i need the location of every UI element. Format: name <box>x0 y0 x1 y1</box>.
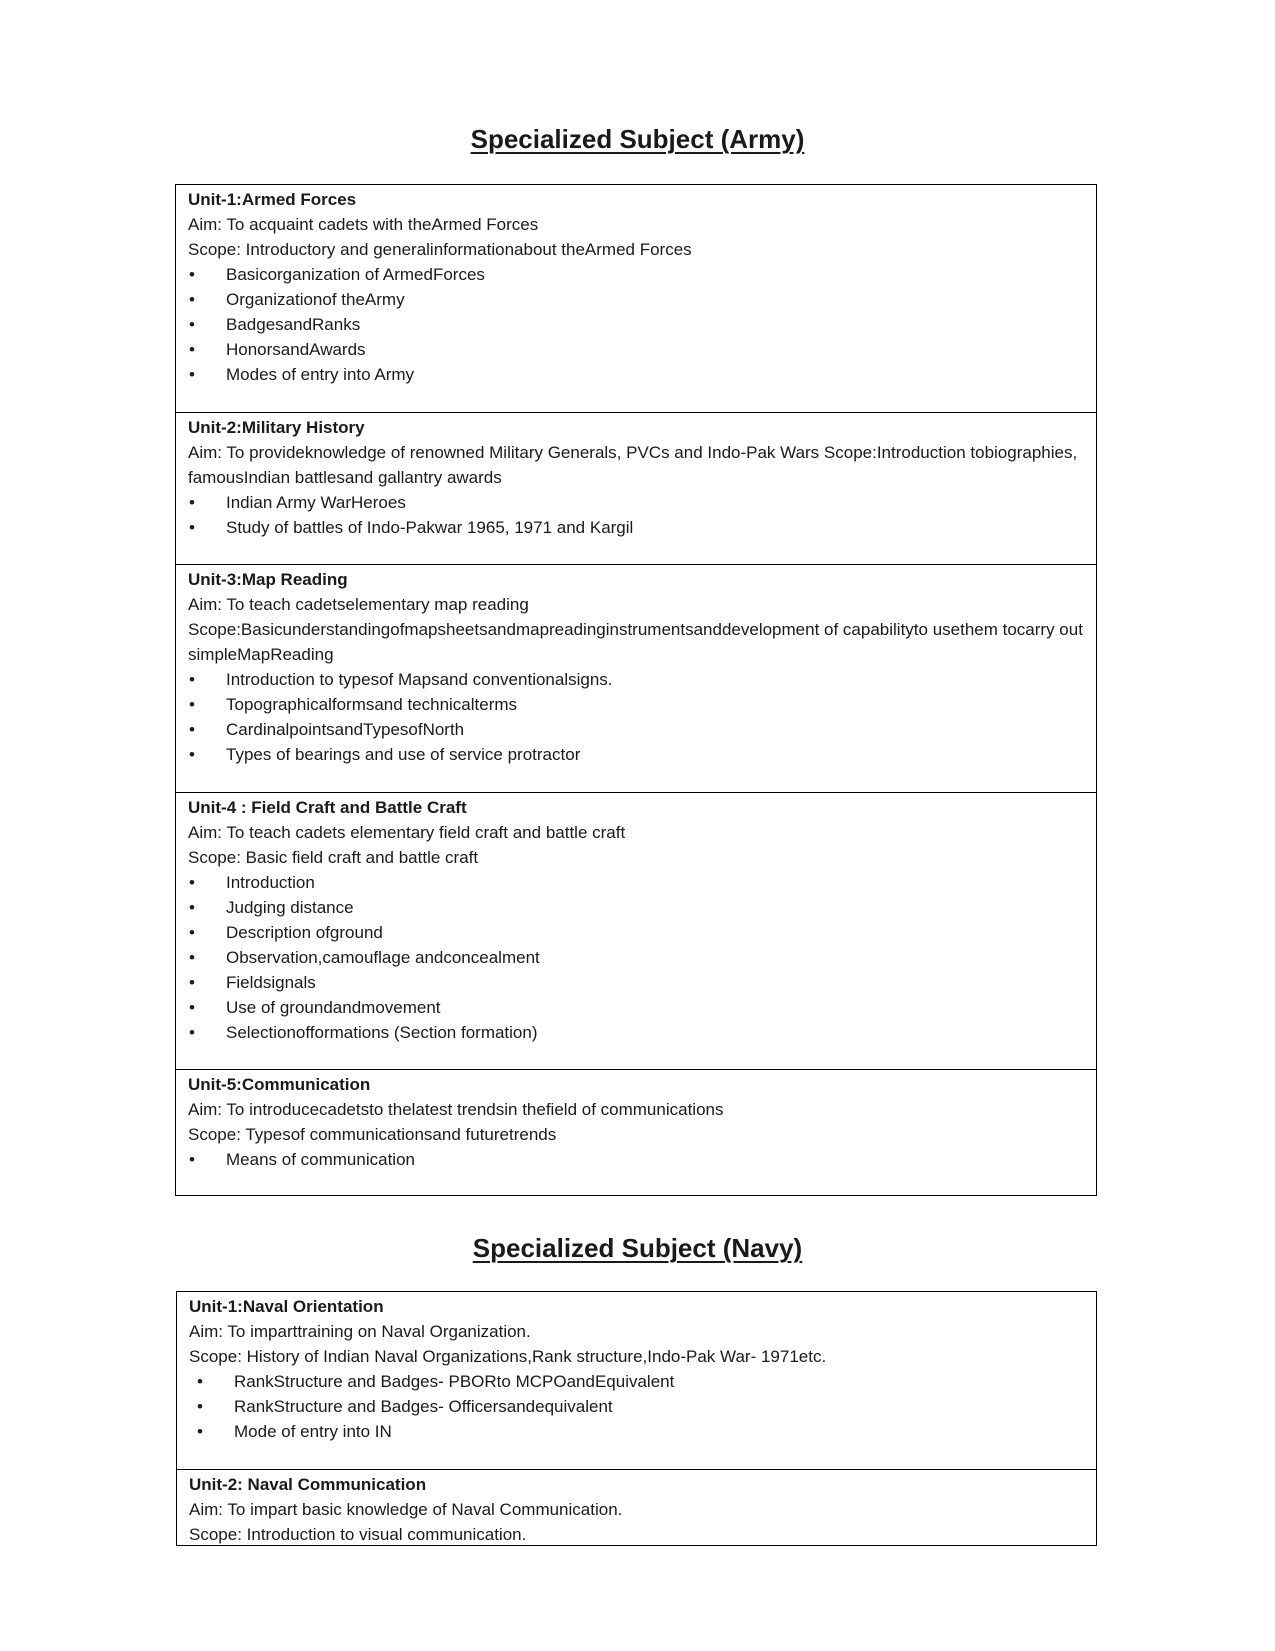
unit-aim: Aim: To imparttraining on Naval Organization. <box>189 1322 531 1341</box>
unit-topics <box>188 667 1084 767</box>
army-syllabus-table <box>175 184 1097 1196</box>
unit-scope: Scope: Introduction to visual communication. <box>189 1525 527 1544</box>
unit-scope: Scope: Introductory and generalinformationabout theArmed Forces <box>188 240 692 259</box>
topic-item: • RankStructure and Badges- Officersandequivalent <box>189 1394 1084 1419</box>
topic-item: • BadgesandRanks <box>188 312 1084 337</box>
army-unit-2 <box>176 412 1096 564</box>
navy-unit-1 <box>177 1292 1096 1469</box>
topic-item: • Basicorganization of ArmedForces <box>188 262 1084 287</box>
army-unit-4 <box>176 792 1096 1069</box>
navy-unit-2 <box>177 1469 1096 1544</box>
unit-aim: Aim: To impart basic knowledge of Naval Communication. <box>189 1500 623 1519</box>
unit-title: Unit-2:Military History <box>188 418 365 437</box>
unit-aim: Aim: To acquaint cadets with theArmed Forces <box>188 215 539 234</box>
unit-aim-scope: Aim: To provideknowledge of renowned Military Generals, PVCs and Indo-Pak Wars Scope:Introduction tobiographies, famousIndian battlesand gallantry awards <box>188 443 1078 487</box>
topic-item: • Introduction to typesof Mapsand conventionalsigns. <box>188 667 1084 692</box>
topic-item: • Selectionofformations (Section formation) <box>188 1020 1084 1045</box>
unit-title: Unit-4 : Field Craft and Battle Craft <box>188 798 467 817</box>
unit-scope: Scope:Basicunderstandingofmapsheetsandmapreadinginstrumentsanddevelopment of capabilityto usethem tocarry out simpleMapReading <box>188 620 1083 664</box>
topic-item: • Organizationof theArmy <box>188 287 1084 312</box>
army-unit-3 <box>176 564 1096 792</box>
topic-item: • RankStructure and Badges- PBORto MCPOandEquivalent <box>189 1369 1084 1394</box>
unit-scope: Scope: History of Indian Naval Organizations,Rank structure,Indo-Pak War- 1971etc. <box>189 1347 827 1366</box>
navy-syllabus-table <box>176 1291 1097 1546</box>
topic-item: • Observation,camouflage andconcealment <box>188 945 1084 970</box>
army-unit-5 <box>176 1069 1096 1194</box>
navy-section-title: Specialized Subject (Navy) <box>472 1233 803 1263</box>
unit-scope: Scope: Basic field craft and battle craft <box>188 848 479 867</box>
topic-item: • CardinalpointsandTypesofNorth <box>188 717 1084 742</box>
topic-item: • Use of groundandmovement <box>188 995 1084 1020</box>
unit-title: Unit-2: Naval Communication <box>189 1475 427 1494</box>
unit-scope: Scope: Typesof communicationsand futuretrends <box>188 1125 557 1144</box>
topic-item: • Fieldsignals <box>188 970 1084 995</box>
topic-item: • Study of battles of Indo-Pakwar 1965, 1971 and Kargil <box>188 515 1084 540</box>
unit-topics <box>188 490 1084 540</box>
unit-aim: Aim: To teach cadets elementary field craft and battle craft <box>188 823 626 842</box>
unit-aim: Aim: To introducecadetsto thelatest trendsin thefield of communications <box>188 1100 724 1119</box>
unit-title: Unit-3:Map Reading <box>188 570 348 589</box>
topic-item: • Mode of entry into IN <box>189 1419 1084 1444</box>
unit-topics <box>188 1147 1084 1172</box>
unit-topics <box>189 1369 1084 1444</box>
unit-title: Unit-5:Communication <box>188 1075 371 1094</box>
army-unit-1 <box>176 185 1096 412</box>
topic-item: • Types of bearings and use of service protractor <box>188 742 1084 767</box>
army-section-title: Specialized Subject (Army) <box>470 124 805 154</box>
unit-title: Unit-1:Armed Forces <box>188 190 357 209</box>
topic-item: • Means of communication <box>188 1147 1084 1172</box>
topic-item: • HonorsandAwards <box>188 337 1084 362</box>
topic-item: • Judging distance <box>188 895 1084 920</box>
topic-item: • Topographicalformsand technicalterms <box>188 692 1084 717</box>
topic-item: • Description ofground <box>188 920 1084 945</box>
unit-topics <box>188 262 1084 387</box>
unit-aim: Aim: To teach cadetselementary map reading <box>188 595 529 614</box>
topic-item: • Modes of entry into Army <box>188 362 1084 387</box>
topic-item: • Indian Army WarHeroes <box>188 490 1084 515</box>
unit-title: Unit-1:Naval Orientation <box>189 1297 384 1316</box>
topic-item: • Introduction <box>188 870 1084 895</box>
unit-topics <box>188 870 1084 1045</box>
